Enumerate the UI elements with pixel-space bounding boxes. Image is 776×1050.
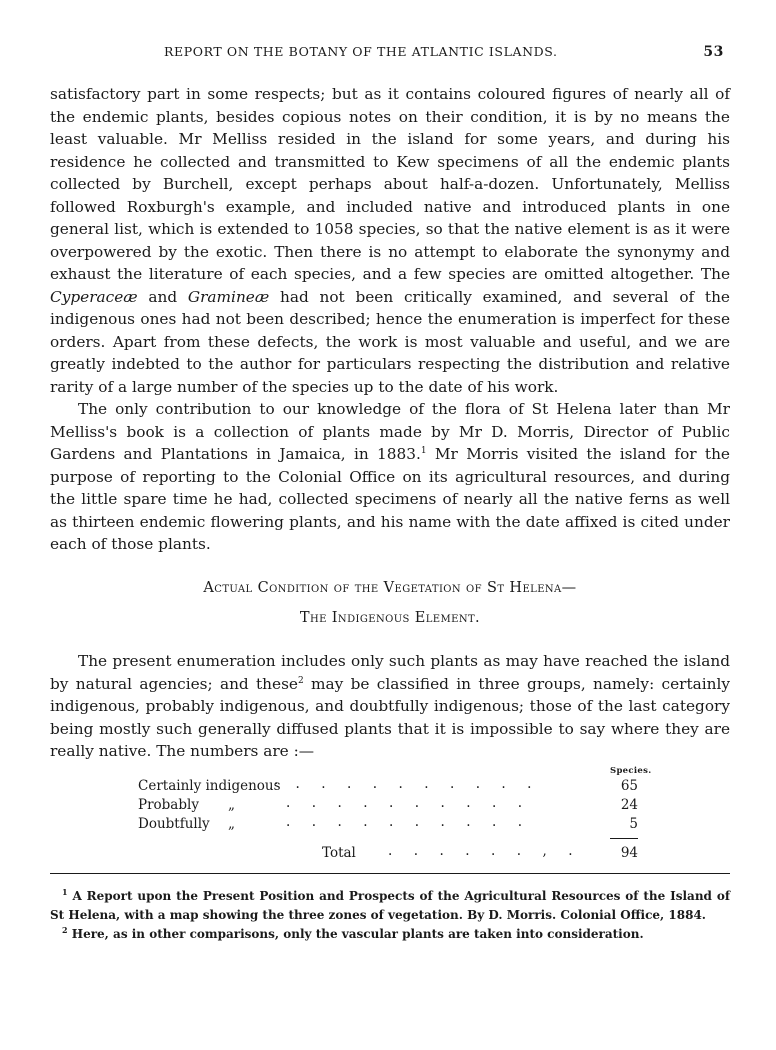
- footnote-ref-1[interactable]: 1: [420, 445, 427, 456]
- leader-dots: · . . . . . . . . . .: [274, 776, 532, 792]
- ditto-mark: „: [228, 816, 235, 832]
- intro-text-a: The present enumeration includes only such plants as may have reached the island by natural agencies; and these: [50, 652, 730, 693]
- row-value-doubtfully: 5: [629, 816, 638, 832]
- section-heading-line-1: Actual Condition of the Vegetation of St Helena—: [203, 580, 577, 596]
- paragraph-2-text-a: The only contribution to our knowledge of the flora of St Helena later than Mr Melliss's book is a collection of plants made by Mr D. Morris, Director of Public Gardens and Plantations in Jamaica, in 1883.: [50, 400, 730, 463]
- running-head: [50, 44, 730, 64]
- column-header: Species.: [610, 766, 652, 776]
- footnote-ref-2[interactable]: 2: [298, 675, 304, 686]
- row-label-certainly: Certainly indigenous: [138, 778, 281, 794]
- section-heading-line-2: The Indigenous Element.: [299, 610, 481, 626]
- footnote-1-text: A Report upon the Present Position and Prospects of the Agricultural Resources of the Island of St Helena, with a map showing the three zones of vegetation. By D. Morris. Colonial Office, 1884.: [50, 889, 730, 922]
- term-gramineae: Gramineæ: [187, 287, 270, 306]
- leader-dots: . . . . . . , .: [388, 843, 573, 859]
- row-value-certainly: 65: [620, 778, 638, 794]
- paragraph-1-text-c: had not been critically examined, and several of the indigenous ones had not been described; hence the enumeration is imperfect for these orders. Apart from these defects, the work is most valuable and useful, and we are greatly indebted to the author for particulars respecting the distribution and relative rarity of a large number of the species up to the date of his work.: [50, 287, 730, 396]
- paragraph-1: [50, 83, 730, 398]
- paragraph-1-text-b: and: [137, 287, 188, 306]
- leader-dots: . . . . . . . . . .: [286, 814, 523, 830]
- paragraph-2-text-b: Mr Morris visited the island for the purpose of reporting to the Colonial Office on its agricultural resources, and during the little spare time he had, collected specimens of nearly all the native ferns as well as thirteen endemic flowering plants, and his name with the date affixed is cited under each of those plants.: [50, 445, 730, 553]
- row-label-probably: Probably: [138, 797, 199, 813]
- intro-text-b: may be classified in three groups, namely: certainly indigenous, probably indigenous, and doubtfully indigenous; those of the last category being mostly such generally diffused plants that it is impossible to say where they are really native. The numbers are :—: [50, 674, 731, 760]
- footnote-rule: [50, 873, 730, 874]
- row-label-doubtfully: Doubtfully: [138, 816, 210, 832]
- paragraph-1-text-a: satisfactory part in some respects; but as it contains coloured figures of nearly all of the endemic plants, besides copious notes on their condition, it is by no means the least valuable. Mr Melliss resided in the island for some years, and during his residence he collected and transmitted to Kew specimens of all the endemic plants collected by Burchell, except perhaps about half-a-dozen. Unfortunately, Melliss followed Roxburgh's example, and included native and introduced plants in one general list, which is extended to 1058 species, so that the native element is as it were overpowered by the exotic. Then there is no attempt to elaborate the synonymy and exhaust the literature of each species, and a few species are omitted altogether. The: [50, 85, 730, 283]
- running-title: REPORT ON THE BOTANY OF THE ATLANTIC ISLANDS.: [164, 44, 558, 59]
- sum-rule: [610, 838, 638, 839]
- paragraph-2: [50, 398, 730, 556]
- total-label: Total: [322, 845, 356, 861]
- footnote-marker-2: 2: [62, 925, 68, 935]
- footnote-2-text: Here, as in other comparisons, only the vascular plants are taken into consideration.: [67, 927, 644, 941]
- leader-dots: . . . . . . . . . .: [286, 795, 523, 811]
- total-value: 94: [620, 845, 638, 861]
- footnote-marker-1: 1: [62, 887, 68, 897]
- footnotes: [50, 887, 730, 944]
- term-cyperaceae: Cyperaceæ: [50, 287, 138, 306]
- section-intro: [50, 650, 730, 763]
- row-value-probably: 24: [620, 797, 638, 813]
- ditto-mark: „: [228, 797, 235, 813]
- footnote-2: [50, 925, 730, 944]
- footnote-1: [50, 887, 730, 925]
- body-text: [50, 83, 730, 556]
- page-number: 53: [703, 44, 724, 60]
